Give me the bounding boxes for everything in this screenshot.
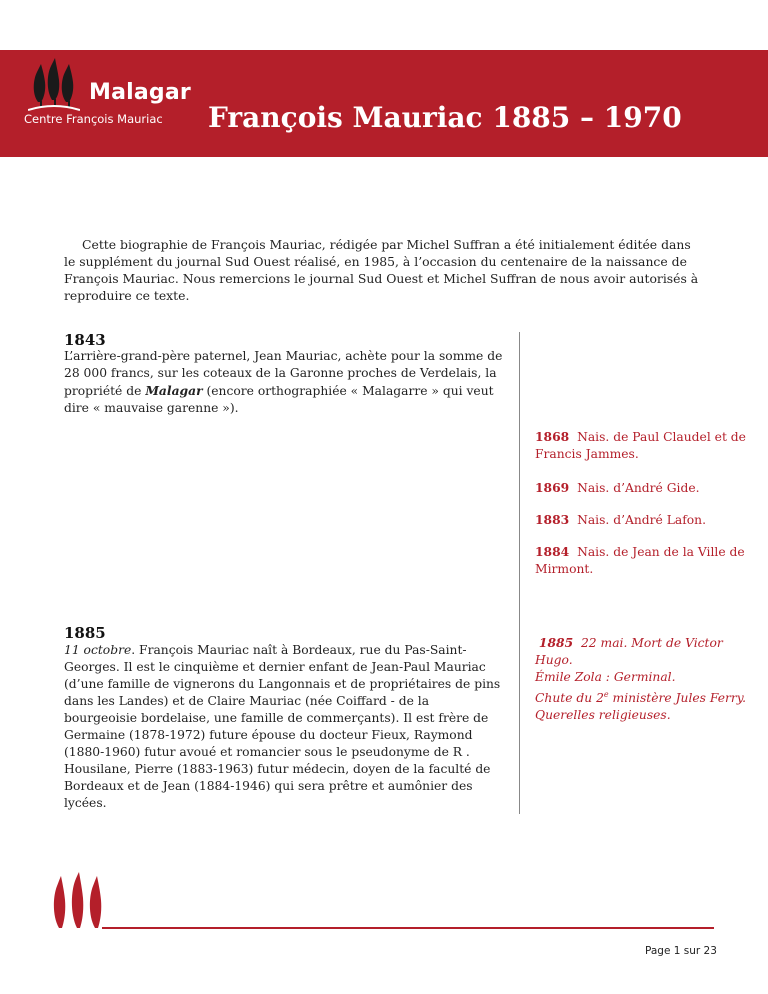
side-note-1883 [535,511,755,529]
side-note-text: Nais. de Paul Claudel et de Francis Jammes. [535,430,746,461]
entry-text-1885 [64,642,504,812]
side-note-text: Nais. de Jean de la Ville de Mirmont. [535,545,745,576]
side-note-year: 1883 [535,512,570,527]
entry-text-1843 [64,348,504,417]
entry-text-part: L’arrière-grand-père paternel, Jean Mauriac, achète pour la somme de 28 000 francs, sur les coteaux de la Garonne proches de Verdelais, la propriété de [64,349,503,398]
entry-year-1843: 1843 [64,331,106,349]
side-note-1885-line4: Querelles religieuses. [535,708,671,723]
logo-subtitle: Centre François Mauriac [24,112,163,126]
malagar-emphasis: Malagar [145,383,203,398]
logo-name: Malagar [89,80,191,105]
side-note-1885-line1 [535,634,755,669]
side-note-1884 [535,543,755,578]
cypress-trees-logo-icon [28,58,80,116]
page-number: Page 1 sur 23 [645,945,717,957]
side-note-year: 1884 [535,544,570,559]
side-note-year: 1885 [538,635,574,650]
side-note-text: ministère Jules Ferry. [608,691,746,706]
side-note-text: Nais. d’André Lafon. [577,513,707,527]
footer-rule [102,927,714,929]
column-divider [519,332,520,814]
intro-paragraph: Cette biographie de François Mauriac, rédigée par Michel Suffran a été initialement éditée dans le supplément du journal Sud Ouest réalisé, en 1985, à l’occasion du centenaire de la naissance de François Mauriac. Nous remercions le journal Sud Ouest et Michel Suffran de nous avoir autorisés à reproduire ce texte. [64,237,699,303]
side-note-text: Chute du 2 [535,691,604,706]
entry-year-1885: 1885 [64,624,106,642]
side-note-text: Nais. d’André Gide. [577,481,700,495]
entry-date: 11 octobre [64,643,132,657]
entry-text-part: (encore orthographiée « Malagarre » qui veut dire « mauvaise garenne »). [64,384,494,415]
cypress-trees-footer-icon [47,872,107,930]
entry-text-part: . François Mauriac naît à Bordeaux, rue du Pas-Saint-Georges. Il est le cinquième et dernier enfant de Jean-Paul Mauriac (d’une famille de vignerons du Langonnais et de propriétaires de pins dans les Landes) et de Claire Mauriac (née Coiffard - de la bourgeoisie bordelaise, une famille de commerçants). Il est frère de Germaine (1878-1972) future épouse du docteur Fieux, Raymond (1880-1960) futur avoué et romancier sous le pseudonyme de R . Housilane, Pierre (1883-1963) futur médecin, doyen de la faculté de Bordeaux et de Jean (1884-1946) qui sera prêtre et aumônier des lycées. [64,643,501,810]
side-note-year: 1869 [535,480,570,495]
side-note-1885-line3 [535,686,755,707]
side-note-1869 [535,479,755,497]
side-note-year: 1868 [535,429,570,444]
page-title: François Mauriac 1885 – 1970 [208,101,682,134]
superscript: e [603,690,609,699]
side-note-1885 [535,634,755,724]
header-banner [0,50,768,157]
side-note-1868 [535,428,755,463]
side-note-1885-line2: Émile Zola : Germinal. [535,670,676,684]
side-note-text: 22 mai. Mort de Victor Hugo. [535,636,723,667]
